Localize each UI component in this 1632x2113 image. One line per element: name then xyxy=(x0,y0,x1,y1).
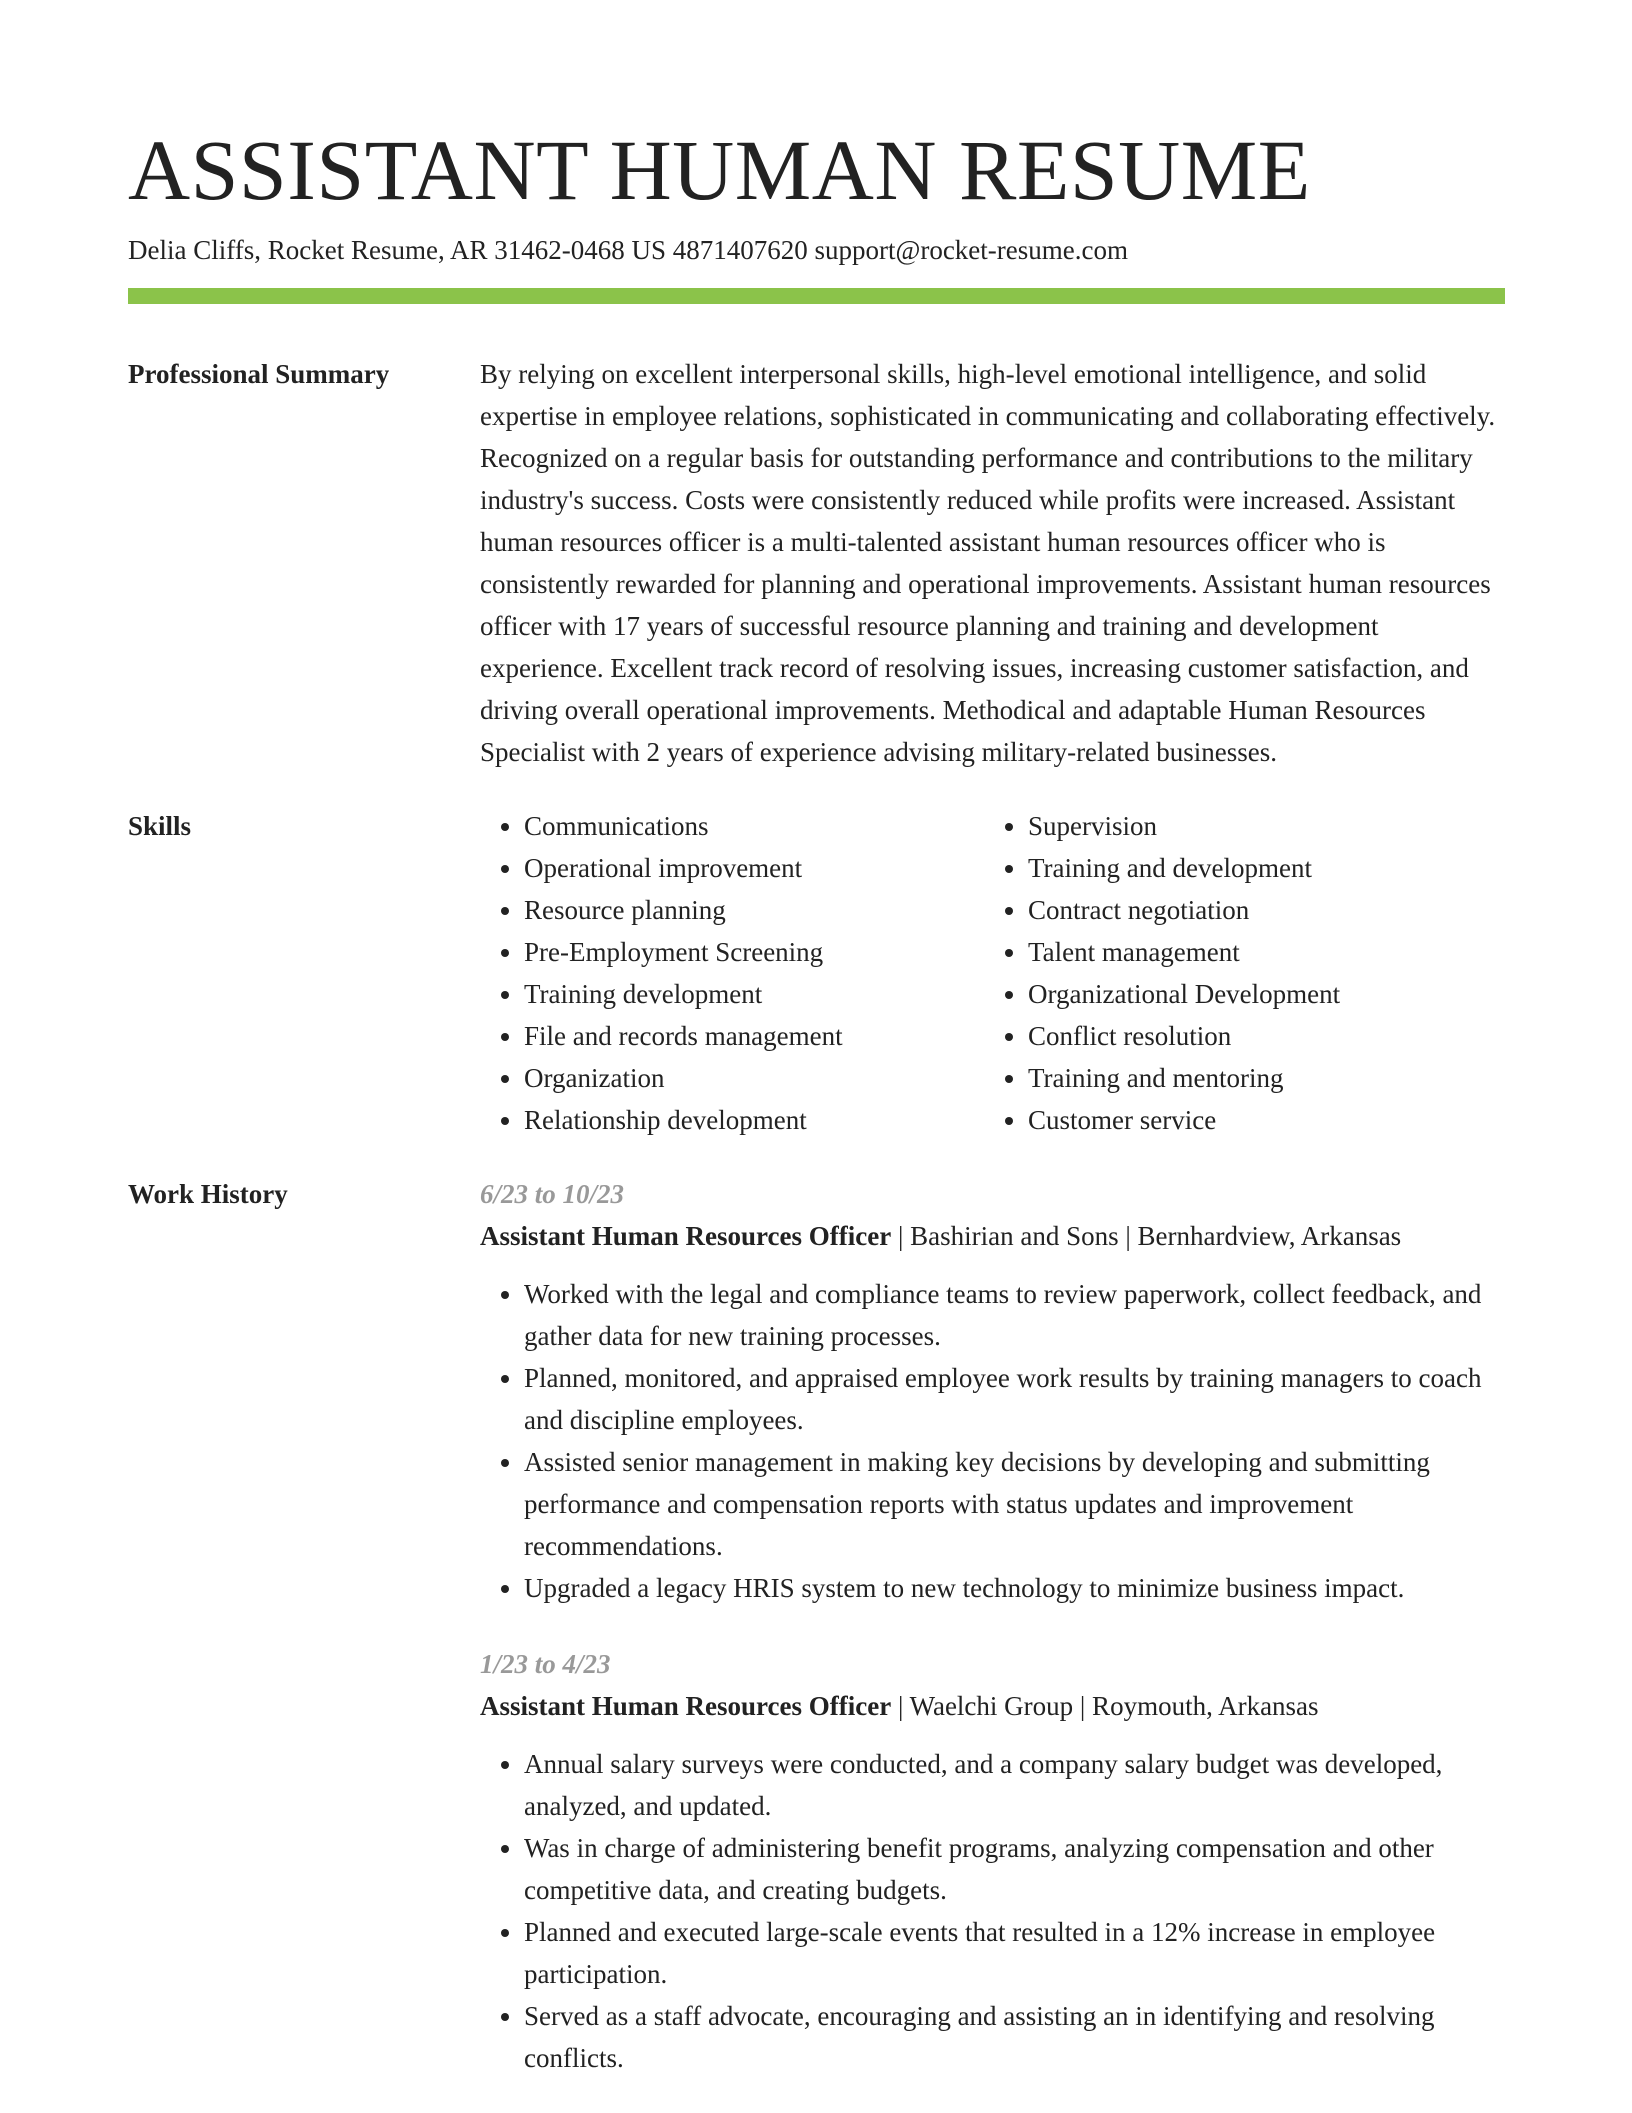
job-heading xyxy=(480,1215,1505,1257)
skill-item: • Organizational Development xyxy=(1028,973,1488,1015)
skill-item: • Operational improvement xyxy=(524,847,984,889)
job-title: Assistant Human Resources Officer xyxy=(480,1221,892,1251)
job-entry xyxy=(480,1643,1505,2079)
skill-item: • File and records management xyxy=(524,1015,984,1057)
job-bullet: • Was in charge of administering benefit programs, analyzing compensation and other competitive data, and creating budgets. xyxy=(524,1827,1505,1911)
job-bullet: • Upgraded a legacy HRIS system to new technology to minimize business impact. xyxy=(524,1567,1505,1609)
skill-item: • Training and development xyxy=(1028,847,1488,889)
skills-section xyxy=(128,805,1505,1141)
job-entry xyxy=(480,1173,1505,1609)
job-bullet: • Planned, monitored, and appraised employee work results by training managers to coach and discipline employees. xyxy=(524,1357,1505,1441)
skills-list-left xyxy=(480,805,984,1141)
skill-item: • Communications xyxy=(524,805,984,847)
resume-page xyxy=(128,118,1505,2113)
section-label-work-history: Work History xyxy=(128,1179,288,1209)
resume-title: ASSISTANT HUMAN RESUME xyxy=(128,122,1311,218)
job-bullets xyxy=(480,1743,1505,2079)
work-history-section xyxy=(128,1173,1505,2079)
job-bullet: • Assisted senior management in making key decisions by developing and submitting performance and compensation reports with status updates and improvement recommendations. xyxy=(524,1441,1505,1567)
skill-item: • Supervision xyxy=(1028,805,1488,847)
skill-item: • Conflict resolution xyxy=(1028,1015,1488,1057)
summary-section xyxy=(128,353,1505,773)
skill-item: • Relationship development xyxy=(524,1099,984,1141)
skill-item: • Resource planning xyxy=(524,889,984,931)
skill-item: • Training and mentoring xyxy=(1028,1057,1488,1099)
job-bullet: • Annual salary surveys were conducted, and a company salary budget was developed, analyzed, and updated. xyxy=(524,1743,1505,1827)
summary-text: By relying on excellent interpersonal skills, high-level emotional intelligence, and solid expertise in employee relations, sophisticated in communicating and collaborating effectively. Recognized on a regular basis for outstanding performance and contributions to the military industry's success. Costs were consistently reduced while profits were increased. Assistant human resources officer is a multi-talented assistant human resources officer who is consistently rewarded for planning and operational improvements. Assistant human resources officer with 17 years of successful resource planning and training and development experience. Excellent track record of resolving issues, increasing customer satisfaction, and driving overall operational improvements. Methodical and adaptable Human Resources Specialist with 2 years of experience advising military-related businesses. xyxy=(480,359,1496,767)
skill-item: • Talent management xyxy=(1028,931,1488,973)
skill-item: • Training development xyxy=(524,973,984,1015)
skill-item: • Customer service xyxy=(1028,1099,1488,1141)
job-title: Assistant Human Resources Officer xyxy=(480,1691,892,1721)
header-divider xyxy=(128,288,1505,304)
skill-item: • Pre-Employment Screening xyxy=(524,931,984,973)
job-bullet: • Served as a staff advocate, encouraging and assisting an in identifying and resolving conflicts. xyxy=(524,1995,1505,2079)
job-bullets xyxy=(480,1273,1505,1609)
section-label-skills: Skills xyxy=(128,811,192,841)
job-dates: 6/23 to 10/23 xyxy=(480,1179,625,1209)
contact-line: Delia Cliffs, Rocket Resume, AR 31462-0468 US 4871407620 support@rocket-resume.com xyxy=(128,235,1128,265)
skill-item: • Organization xyxy=(524,1057,984,1099)
job-details: | Waelchi Group | Roymouth, Arkansas xyxy=(891,1691,1319,1721)
job-details: | Bashirian and Sons | Bernhardview, Arkansas xyxy=(891,1221,1402,1251)
job-bullet: • Worked with the legal and compliance teams to review paperwork, collect feedback, and gather data for new training processes. xyxy=(524,1273,1505,1357)
skills-list-right xyxy=(984,805,1488,1141)
job-bullet: • Planned and executed large-scale events that resulted in a 12% increase in employee participation. xyxy=(524,1911,1505,1995)
job-dates: 1/23 to 4/23 xyxy=(480,1649,611,1679)
skill-item: • Contract negotiation xyxy=(1028,889,1488,931)
job-heading xyxy=(480,1685,1505,1727)
section-label-summary: Professional Summary xyxy=(128,359,390,389)
